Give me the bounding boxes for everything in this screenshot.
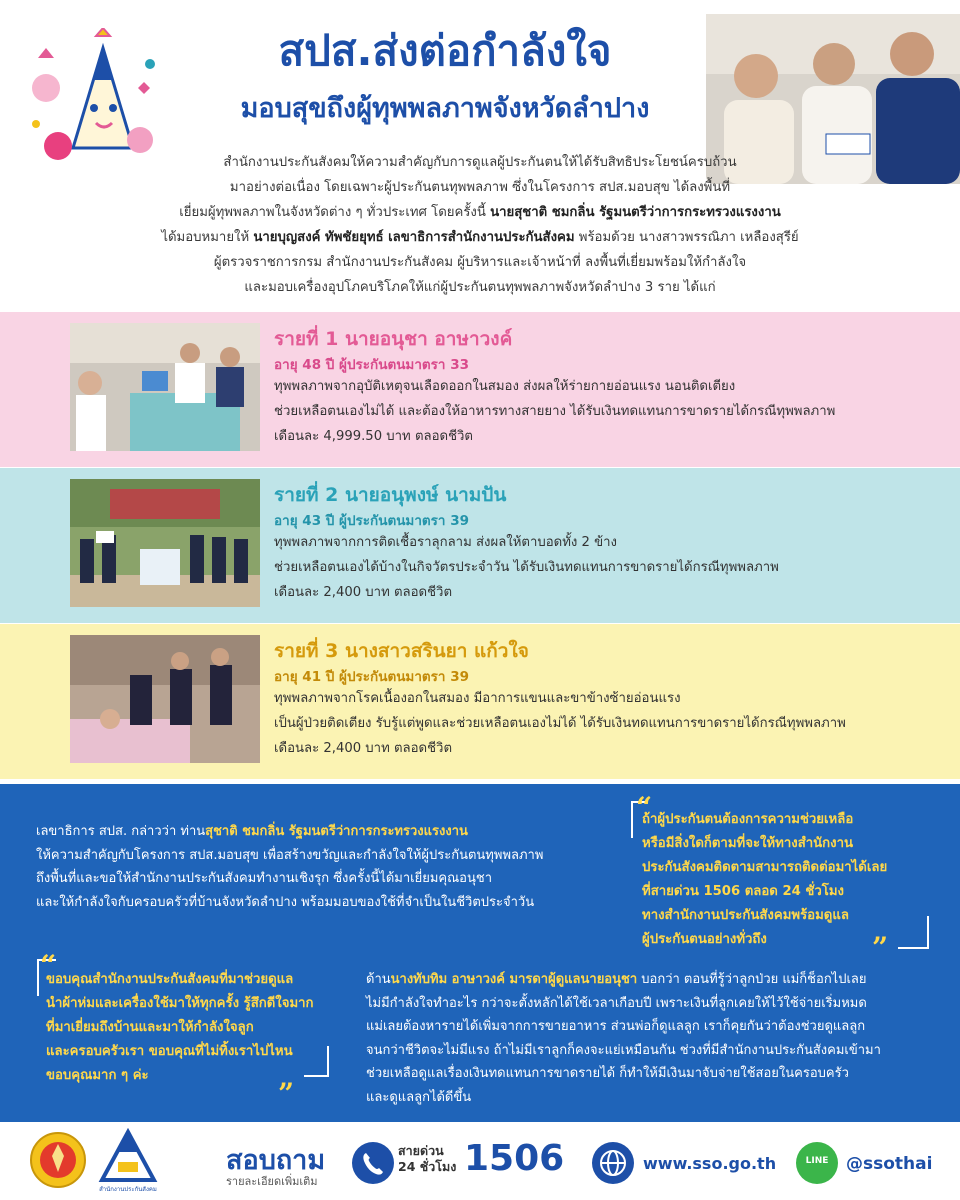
case-description xyxy=(274,530,934,605)
case-line: ทุพพลภาพจากโรคเนื้องอกในสมอง มีอาการแขนและขาข้างซ้ายอ่อนแรง xyxy=(274,691,681,706)
case-title: รายที่ 3 นางสาวสรินยา แก้วใจ xyxy=(274,640,529,662)
statements-section xyxy=(0,784,960,1122)
intro-line xyxy=(40,200,920,225)
case-card-2 xyxy=(0,468,960,623)
ask-subtitle: รายละเอียดเพิ่มเติม xyxy=(226,1175,318,1188)
statement-line xyxy=(36,820,636,844)
header xyxy=(0,0,960,310)
case-subtitle: อายุ 41 ปี ผู้ประกันตนมาตรา 39 xyxy=(274,669,469,685)
case-subtitle: อายุ 48 ปี ผู้ประกันตนมาตรา 33 xyxy=(274,357,469,373)
case-card-3 xyxy=(0,624,960,779)
statement-text: บอกว่า ตอนที่รู้ว่าลูกป่วย แม่ก็ช็อกไปเลย xyxy=(637,972,867,987)
intro-line: มาอย่างต่อเนื่อง โดยเฉพาะผู้ประกันตนทุพพลภาพ ซึ่งในโครงการ สปส.มอบสุข ได้ลงพื้นที่ xyxy=(229,180,731,195)
line-badge-text: LINE xyxy=(805,1156,829,1166)
mascot-illustration xyxy=(18,28,168,168)
ask-title: สอบถาม xyxy=(226,1145,326,1176)
statement-text: ด้าน xyxy=(366,972,391,987)
page-subtitle: มอบสุขถึงผู้ทุพพลภาพจังหวัดลำปาง xyxy=(240,93,650,124)
intro-line: และมอบเครื่องอุปโภคบริโภคให้แก่ผู้ประกันตนทุพพลภาพจังหวัดลำปาง 3 ราย ได้แก่ xyxy=(244,280,716,295)
hotline-quote xyxy=(642,808,942,952)
secretary-statement xyxy=(36,820,636,914)
mother-thanks-quote xyxy=(46,968,346,1088)
close-quote-icon: ” xyxy=(872,931,889,964)
case-line: ทุพพลภาพจากการติดเชื้อราลุกลาม ส่งผลให้ตาบอดทั้ง 2 ข้าง xyxy=(274,535,617,550)
intro-line: ผู้ตรวจราชการกรม สำนักงานประกันสังคม ผู้บริหารและเจ้าหน้าที่ ลงพื้นที่เยี่ยมพร้อมให้กำลังใจ xyxy=(213,255,747,270)
quote-line: ขอบคุณมาก ๆ ค่ะ xyxy=(46,1068,149,1083)
case-line: ช่วยเหลือตนเองไม่ได้ และต้องให้อาหารทางสายยาง ได้รับเงินทดแทนการขาดรายได้กรณีทุพพลภาพ xyxy=(274,404,836,419)
intro-line: สำนักงานประกันสังคมให้ความสำคัญกับการดูแลผู้ประกันตนให้ได้รับสิทธิประโยชน์ครบถ้วน xyxy=(223,155,737,170)
open-quote-icon: “ xyxy=(40,949,57,982)
statement-line: ช่วยเหลือดูแลเรื่องเงินทดแทนการขาดรายได้ ก็ทำให้มีเงินมาจับจ่ายใช้สอยในครอบครัว xyxy=(366,1066,849,1081)
intro-line xyxy=(40,225,920,250)
statement-line xyxy=(366,968,936,992)
quote-line: ขอบคุณสำนักงานประกันสังคมที่มาช่วยดูแล xyxy=(46,972,294,987)
sso-logo-caption: สำนักงานประกันสังคม xyxy=(99,1186,157,1193)
quote-line: ผู้ประกันตนอย่างทั่วถึง xyxy=(642,932,767,947)
close-quote-icon: ” xyxy=(278,1077,295,1110)
case-line: เดือนละ 2,400 บาท ตลอดชีวิต xyxy=(274,741,453,756)
case-photo-2 xyxy=(70,479,260,607)
case-line: เดือนละ 4,999.50 บาท ตลอดชีวิต xyxy=(274,429,473,444)
minister-name: นายสุชาติ ชมกลิ่น รัฐมนตรีว่าการกระทรวงแรงงาน xyxy=(490,205,781,220)
case-subtitle: อายุ 43 ปี ผู้ประกันตนมาตรา 39 xyxy=(274,513,469,529)
footer xyxy=(0,1122,960,1200)
quote-line: หรือมีสิ่งใดก็ตามที่จะให้ทางสำนักงาน xyxy=(642,836,854,851)
hotline-label-line: สายด่วน xyxy=(398,1143,444,1158)
statement-text: เลขาธิการ สปส. กล่าวว่า ท่าน xyxy=(36,824,206,839)
quote-line: ทางสำนักงานประกันสังคมพร้อมดูแล xyxy=(642,908,849,923)
statement-line: แม่เลยต้องหารายได้เพิ่มจากการขายอาหาร ส่วนพ่อก็ดูแลลูก เราก็คุยกันว่าต้องช่วยดูแลลูก xyxy=(366,1019,866,1034)
statement-line: และดูแลลูกได้ดีขึ้น xyxy=(366,1089,472,1105)
case-description xyxy=(274,686,934,761)
intro-text: พร้อมด้วย นางสาวพรรณิภา เหลืองสุรีย์ xyxy=(574,230,799,245)
globe-icon xyxy=(592,1142,634,1184)
quote-line: ที่สายด่วน 1506 ตลอด 24 ชั่วโมง xyxy=(642,884,844,899)
line-app-icon xyxy=(796,1142,838,1184)
case-photo-3 xyxy=(70,635,260,763)
quote-line: ถ้าผู้ประกันตนต้องการความช่วยเหลือ xyxy=(642,812,854,827)
statement-line: ถึงพื้นที่และขอให้สำนักงานประกันสังคมทำงานเชิงรุก ซึ่งครั้งนี้ได้มาเยี่ยมคุณอนุชา xyxy=(36,871,492,886)
statement-line: จนกว่าชีวิตจะไม่มีแรง ถ้าไม่มีเราลูกก็คงจะแย่เหมือนกัน ช่วงที่มีสำนักงานประกันสังคมเข้ามา xyxy=(366,1042,881,1058)
case-title: รายที่ 1 นายอนุชา อาษาวงค์ xyxy=(274,328,513,350)
quote-line: นำผ้าห่มและเครื่องใช้มาให้ทุกครั้ง รู้สึกดีใจมาก xyxy=(46,996,314,1011)
mother-name-highlight: นางทับทิม อาษาวงค์ มารดาผู้ดูแลนายอนุชา xyxy=(390,972,638,987)
quote-line: ประกันสังคมติดตามสามารถติดต่อมาได้เลย xyxy=(642,860,888,875)
case-photo-1 xyxy=(70,323,260,451)
statement-line: และให้กำลังใจกับครอบครัวที่บ้านจังหวัดลำปาง พร้อมมอบของใช้ที่จำเป็นในชีวิตประจำวัน xyxy=(36,894,535,910)
secretary-name: นายบุญสงค์ ทัพชัยยุทธ์ เลขาธิการสำนักงานประกันสังคม xyxy=(253,230,575,245)
phone-icon xyxy=(352,1142,394,1184)
case-line: เป็นผู้ป่วยติดเตียง รับรู้แต่พูดและช่วยเหลือตนเองไม่ได้ ได้รับเงินทดแทนการขาดรายได้กรณีทุพพลภาพ xyxy=(274,716,846,731)
intro-text: ได้มอบหมายให้ xyxy=(161,230,254,245)
open-quote-icon: “ xyxy=(636,791,653,824)
case-line: ช่วยเหลือตนเองได้บ้างในกิจวัตรประจำวัน ได้รับเงินทดแทนการขาดรายได้กรณีทุพพลภาพ xyxy=(274,560,779,575)
page-title: สปส.ส่งต่อกำลังใจ xyxy=(278,26,612,75)
line-id-link[interactable]: @ssothai xyxy=(846,1154,933,1174)
case-card-1 xyxy=(0,312,960,467)
intro-paragraph xyxy=(40,150,920,300)
case-title: รายที่ 2 นายอนุพงษ์ นามปัน xyxy=(274,484,507,506)
hotline-number[interactable]: 1506 xyxy=(464,1138,565,1179)
hotline-label-line: 24 ชั่วโมง xyxy=(398,1159,457,1174)
case-line: เดือนละ 2,400 บาท ตลอดชีวิต xyxy=(274,585,453,600)
statement-line: ไม่มีกำลังใจทำอะไร กว่าจะตั้งหลักได้ใช้เวลาเกือบปี เพราะเงินที่ลูกเคยให้ไว้ใช้จ่ายเริ่มหมด xyxy=(366,995,867,1011)
mother-statement xyxy=(366,968,936,1109)
case-line: ทุพพลภาพจากอุบัติเหตุจนเลือดออกในสมอง ส่งผลให้ร่ายกายอ่อนแรง นอนติดเตียง xyxy=(274,379,736,394)
hotline-label xyxy=(398,1143,456,1175)
quote-line: ที่มาเยี่ยมถึงบ้านและมาให้กำลังใจลูก xyxy=(46,1020,254,1035)
minister-highlight: สุชาติ ชมกลิ่น รัฐมนตรีว่าการกระทรวงแรงงาน xyxy=(205,824,468,839)
intro-text: เยี่ยมผู้ทุพพลภาพในจังหวัดต่าง ๆ ทั่วประเทศ โดยครั้งนี้ xyxy=(179,205,491,220)
statement-line: ให้ความสำคัญกับโครงการ สปส.มอบสุข เพื่อสร้างขวัญและกำลังใจให้ผู้ประกันตนทุพพลภาพ xyxy=(36,847,544,863)
website-link[interactable]: www.sso.go.th xyxy=(643,1154,777,1173)
case-description xyxy=(274,374,934,449)
ministry-emblem-icon xyxy=(28,1130,88,1192)
quote-line: และครอบครัวเรา ขอบคุณที่ไม่ทิ้งเราไปไหน xyxy=(46,1044,293,1059)
